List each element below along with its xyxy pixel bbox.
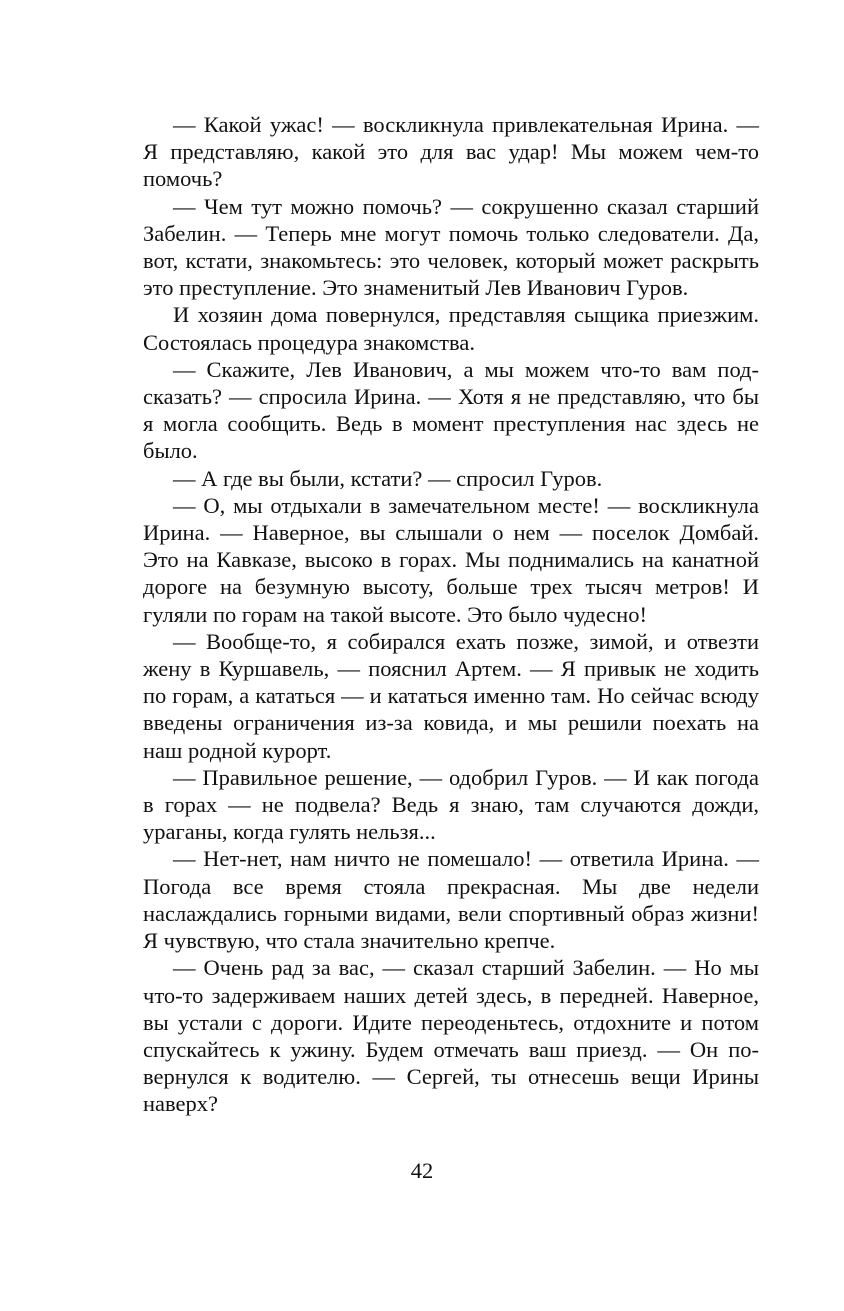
paragraph-4: — Скажите, Лев Иванович, а мы можем что-то вам подсказать? — спросила Ирина. — Хотя я не представляю, что бы я могла сообщить. Ведь в момент преступления нас здесь не было. xyxy=(143,356,759,464)
paragraph-5: — А где вы были, кстати? — спросил Гуров. xyxy=(173,465,603,491)
paragraph-2: — Чем тут можно помочь? — сокрушенно сказал старший Забелин. — Теперь мне могут помочь только следователи. Да, вот, кстати, знакомьтесь: это человек, который может раскрыть это преступление. Это знаменитый Лев Иванович Гуров. xyxy=(143,193,759,301)
paragraph-6: — О, мы отдыхали в замечательном месте! — воскликнула Ирина. — Наверное, вы слышали о нем — поселок Домбай. Это на Кавказе, высоко в горах. Мы поднимались на канатной дороге на безумную высоту, больше трех тысяч метров! И гуляли по горам на такой высоте. Это было чудесно! xyxy=(143,492,759,627)
paragraph-3: И хозяин дома повернулся, представляя сыщика приезжим. Состоялась процедура знакомства. xyxy=(143,302,759,355)
page-body xyxy=(143,111,759,1118)
paragraph-9: — Нет-нет, нам ничто не помешало! — ответила Ирина. — Погода все время стояла прекрасная. Мы две недели наслаждались горными видами, вели спортивный образ жизни! Я чувствую, что стала значительно крепче. xyxy=(143,846,759,954)
page-number: 42 xyxy=(410,1158,434,1183)
paragraph-10: — Очень рад за вас, — сказал старший Забелин. — Но мы что-то задерживаем наших детей здесь, в передней. Наверное, вы устали с дороги. Идите переоденьтесь, отдохните и потом спускайтесь к ужину. Будем отмечать ваш приезд. — Он повернулся к водителю. — Сергей, ты отнесешь вещи Ирины наверх? xyxy=(143,955,759,1117)
paragraph-7: — Вообще-то, я собирался ехать позже, зимой, и отвезти жену в Куршавель, — пояснил Артем. — Я привык не ходить по горам, а кататься — и кататься именно там. Но сейчас всюду введены ограничения из-за ковида, и мы решили поехать на наш родной курорт. xyxy=(143,628,759,763)
paragraph-8: — Правильное решение, — одобрил Гуров. — И как погода в горах — не подвела? Ведь я знаю, там случаются дожди, ураганы, когда гулять нельзя... xyxy=(143,764,759,845)
paragraph-1: — Какой ужас! — воскликнула привлекательная Ирина. — Я представляю, какой это для вас удар! Мы можем чем-то помочь? xyxy=(143,112,759,192)
